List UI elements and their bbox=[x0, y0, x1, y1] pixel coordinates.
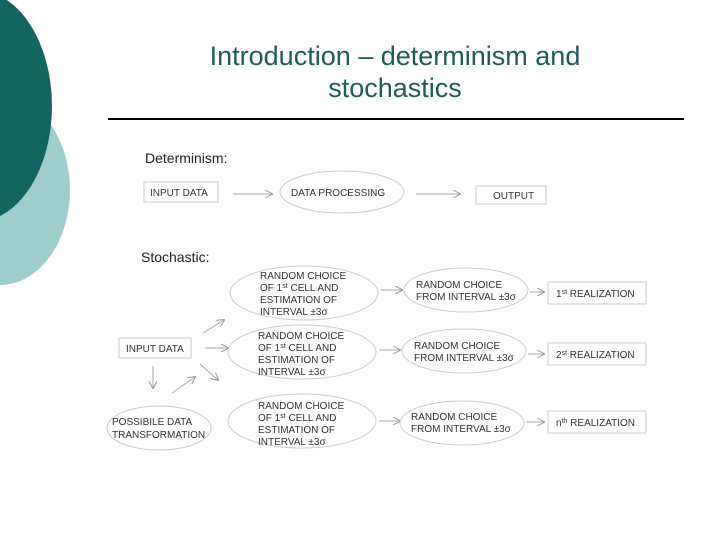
first-choice-line1: RANDOM CHOICE bbox=[260, 271, 347, 282]
first-choice-line4: INTERVAL ±3σ bbox=[258, 437, 326, 448]
slide-title-line1: Introduction – determinism and bbox=[209, 41, 581, 71]
second-choice-line1: RANDOM CHOICE bbox=[411, 412, 498, 423]
second-choice-ellipse bbox=[400, 401, 524, 445]
first-choice-line1: RANDOM CHOICE bbox=[258, 331, 345, 342]
second-choice-line1: RANDOM CHOICE bbox=[414, 341, 501, 352]
det-processing-label: DATA PROCESSING bbox=[291, 188, 386, 199]
transformation-label-line1: POSSIBILE DATA bbox=[112, 417, 193, 428]
det-output-label: OUTPUT bbox=[493, 191, 535, 202]
det-input-label: INPUT DATA bbox=[150, 188, 208, 199]
realization-label: 2st REALIZATION bbox=[556, 350, 635, 361]
first-choice-line4: INTERVAL ±3σ bbox=[258, 367, 326, 378]
input-to-branch1-arrow bbox=[203, 320, 224, 333]
second-choice-line1: RANDOM CHOICE bbox=[416, 280, 503, 291]
second-choice-line2: FROM INTERVAL ±3σ bbox=[414, 353, 514, 364]
first-choice-line3: ESTIMATION OF bbox=[260, 295, 338, 306]
first-choice-line2: OF 1st CELL AND bbox=[258, 413, 337, 424]
second-choice-line2: FROM INTERVAL ±3σ bbox=[411, 424, 511, 435]
first-choice-line1: RANDOM CHOICE bbox=[258, 401, 345, 412]
stochastic-heading: Stochastic: bbox=[141, 249, 210, 265]
input-to-branch3-arrow bbox=[200, 364, 218, 380]
realization-label: 1st REALIZATION bbox=[556, 289, 635, 300]
first-choice-line3: ESTIMATION OF bbox=[258, 425, 336, 436]
transformation-ellipse bbox=[107, 406, 211, 450]
stochastic-branch-1 bbox=[230, 266, 646, 320]
transform-to-branch-arrow bbox=[172, 377, 195, 393]
second-choice-line2: FROM INTERVAL ±3σ bbox=[416, 292, 516, 303]
first-choice-line2: OF 1st CELL AND bbox=[258, 343, 337, 354]
stochastic-branch-3 bbox=[228, 394, 646, 448]
realization-label: $n^{th}$ REALIZATION bbox=[556, 418, 636, 429]
slide-title-line2: stochastics bbox=[328, 73, 462, 103]
first-choice-line4: INTERVAL ±3σ bbox=[260, 307, 328, 318]
stochastic-branch-2 bbox=[228, 325, 646, 379]
transformation-label-line2: TRANSFORMATION bbox=[112, 430, 206, 441]
first-choice-line3: ESTIMATION OF bbox=[258, 355, 336, 366]
determinism-heading: Determinism: bbox=[145, 150, 228, 166]
first-choice-line2: OF 1st CELL AND bbox=[260, 283, 339, 294]
stoch-input-label: INPUT DATA bbox=[126, 344, 184, 355]
